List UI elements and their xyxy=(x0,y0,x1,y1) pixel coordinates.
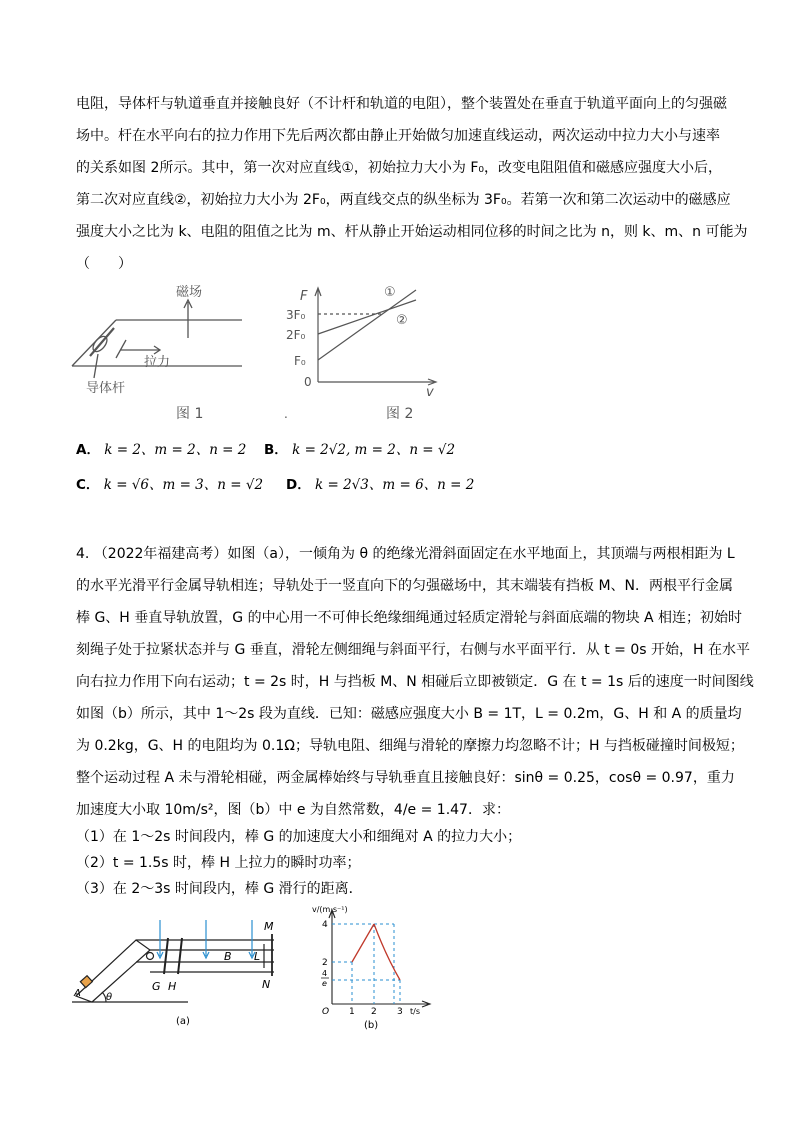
option-B[interactable] xyxy=(264,438,455,458)
q4-subquestion-3: （3）在 2～3s 时间段内，棒 G 滑行的距离． xyxy=(76,881,363,897)
option-A-text: k = 2、m = 2、n = 2 xyxy=(104,442,247,458)
figure-dot: . xyxy=(284,407,288,421)
label-line-1: ① xyxy=(384,285,396,300)
label-N: N xyxy=(262,978,271,991)
q3-line-3: 的关系如图 2所示。其中，第一次对应直线①，初始拉力大小为 F₀，改变电阻阻值和磁感应强度大小后， xyxy=(76,160,723,176)
label-M: M xyxy=(264,920,274,933)
q4-line-1: 4. （2022年福建高考）如图（a），一倾角为 θ 的绝缘光滑斜面固定在水平地面上，其顶端与两根相距为 L xyxy=(76,546,735,562)
origin-label: 0 xyxy=(304,375,312,389)
figure-b-caption: (b) xyxy=(364,1020,379,1031)
label-L: L xyxy=(254,950,261,963)
option-B-letter: B． xyxy=(264,442,288,458)
axis-label-t: t/s xyxy=(410,1007,420,1016)
tick-2F0: 2F₀ xyxy=(286,328,306,342)
label-theta: θ xyxy=(106,992,113,1003)
tick-y-4e-num: 4 xyxy=(322,969,328,978)
label-G: G xyxy=(152,980,161,993)
option-C[interactable] xyxy=(76,473,263,493)
tick-y-4e-den: e xyxy=(322,979,327,988)
q3-stem xyxy=(76,88,748,280)
q4-line-9: 加速度大小取 10m/s²，图（b）中 e 为自然常数，4/e = 1.47．求： xyxy=(76,802,510,818)
q3-line-2: 场中。杆在水平向右的拉力作用下先后两次都由静止开始做匀加速直线运动，两次运动中拉力大小与速率 xyxy=(76,128,720,144)
option-C-letter: C． xyxy=(76,477,100,493)
q4-line-5: 向右拉力作用下向右运动；t = 2s 时，H 与挡板 M、N 相碰后立即被锁定．G 在 t = 1s 后的速度一时间图线 xyxy=(76,674,754,690)
label-B: B xyxy=(224,950,232,963)
label-line-2: ② xyxy=(396,313,408,328)
q4-stem xyxy=(76,538,754,826)
option-A-letter: A． xyxy=(76,442,100,458)
vt-linear-segment xyxy=(352,924,374,962)
q4-line-3: 棒 G、H 垂直导轨放置，G 的中心用一不可伸长绝缘细绳通过轻质定滑轮与斜面底端的物块 A 相连；初始时 xyxy=(76,610,743,626)
origin-O: O xyxy=(322,1007,330,1017)
tick-x-1: 1 xyxy=(349,1007,355,1017)
q4-line-6: 如图（b）所示，其中 1～2s 段为直线．已知：磁感应强度大小 B = 1T，L = 0.2m，G、H 和 A 的质量均 xyxy=(76,706,742,722)
q3-line-5: 强度大小之比为 k、电阻的阻值之比为 m、杆从静止开始运动相同位移的时间之比为 n，则 k、m、n 可能为 xyxy=(76,224,748,240)
figure-a-caption: (a) xyxy=(176,1016,190,1027)
axis-label-F: F xyxy=(300,289,308,304)
q3-figure-1 xyxy=(64,278,254,428)
option-D-letter: D． xyxy=(286,477,311,493)
axis-label-v: v/(m·s⁻¹) xyxy=(312,905,348,914)
q4-figure-b xyxy=(312,904,438,1034)
option-A[interactable] xyxy=(76,438,246,458)
q4-subquestion-1: （1）在 1～2s 时间段内，棒 G 的加速度大小和细绳对 A 的拉力大小； xyxy=(76,829,522,845)
option-B-text: k = 2√2, m = 2、n = √2 xyxy=(292,442,456,458)
tick-x-3: 3 xyxy=(397,1007,403,1017)
figure-1-caption: 图 1 xyxy=(176,406,204,422)
q4-line-7: 为 0.2kg，G、H 的电阻均为 0.1Ω；导轨电阻、细绳与滑轮的摩擦力均忽略不计；H 与挡板碰撞时间极短； xyxy=(76,738,744,754)
tick-x-2: 2 xyxy=(371,1007,377,1017)
option-C-text: k = √6、m = 3、n = √2 xyxy=(103,477,264,493)
label-magnetic-field: 磁场 xyxy=(176,285,203,300)
tick-F0: F₀ xyxy=(294,354,306,368)
label-A: A xyxy=(74,988,81,999)
q4-line-8: 整个运动过程 A 未与滑轮相碰，两金属棒始终与导轨垂直且接触良好：sinθ = 0.25，cosθ = 0.97，重力 xyxy=(76,770,735,786)
q3-line-6: （ ） xyxy=(76,256,132,272)
axis-label-v: v xyxy=(426,385,434,400)
option-D-text: k = 2√3、m = 6、n = 2 xyxy=(315,477,475,493)
q4-figure-a xyxy=(68,910,294,1034)
tick-y-2: 2 xyxy=(322,958,328,968)
figure-2-caption: 图 2 xyxy=(386,406,414,422)
q3-line-1: 电阻，导体杆与轨道垂直并接触良好（不计杆和轨道的电阻），整个装置处在垂直于轨道平面向上的匀强磁 xyxy=(76,96,727,112)
tick-y-4: 4 xyxy=(322,920,328,930)
q4-subquestion-2: （2）t = 1.5s 时，棒 H 上拉力的瞬时功率； xyxy=(76,855,361,871)
label-pull-force: 拉力 xyxy=(144,355,171,370)
label-conductor-rod: 导体杆 xyxy=(86,381,126,396)
q4-line-4: 刻绳子处于拉紧状态并与 G 垂直，滑轮左侧细绳与斜面平行，右侧与水平面平行．从 t = 0s 开始，H 在水平 xyxy=(76,642,750,658)
tick-3F0: 3F₀ xyxy=(286,308,306,322)
vt-decay-curve xyxy=(374,924,400,980)
q3-line-4: 第二次对应直线②，初始拉力大小为 2F₀，两直线交点的纵坐标为 3F₀。若第一次和第二次运动中的磁感应 xyxy=(76,192,731,208)
label-H: H xyxy=(168,980,177,993)
option-D[interactable] xyxy=(286,473,474,493)
q3-figure-2 xyxy=(278,278,448,428)
q4-line-2: 的水平光滑平行金属导轨相连；导轨处于一竖直向下的匀强磁场中，其末端装有挡板 M、N．两根平行金属 xyxy=(76,578,733,594)
